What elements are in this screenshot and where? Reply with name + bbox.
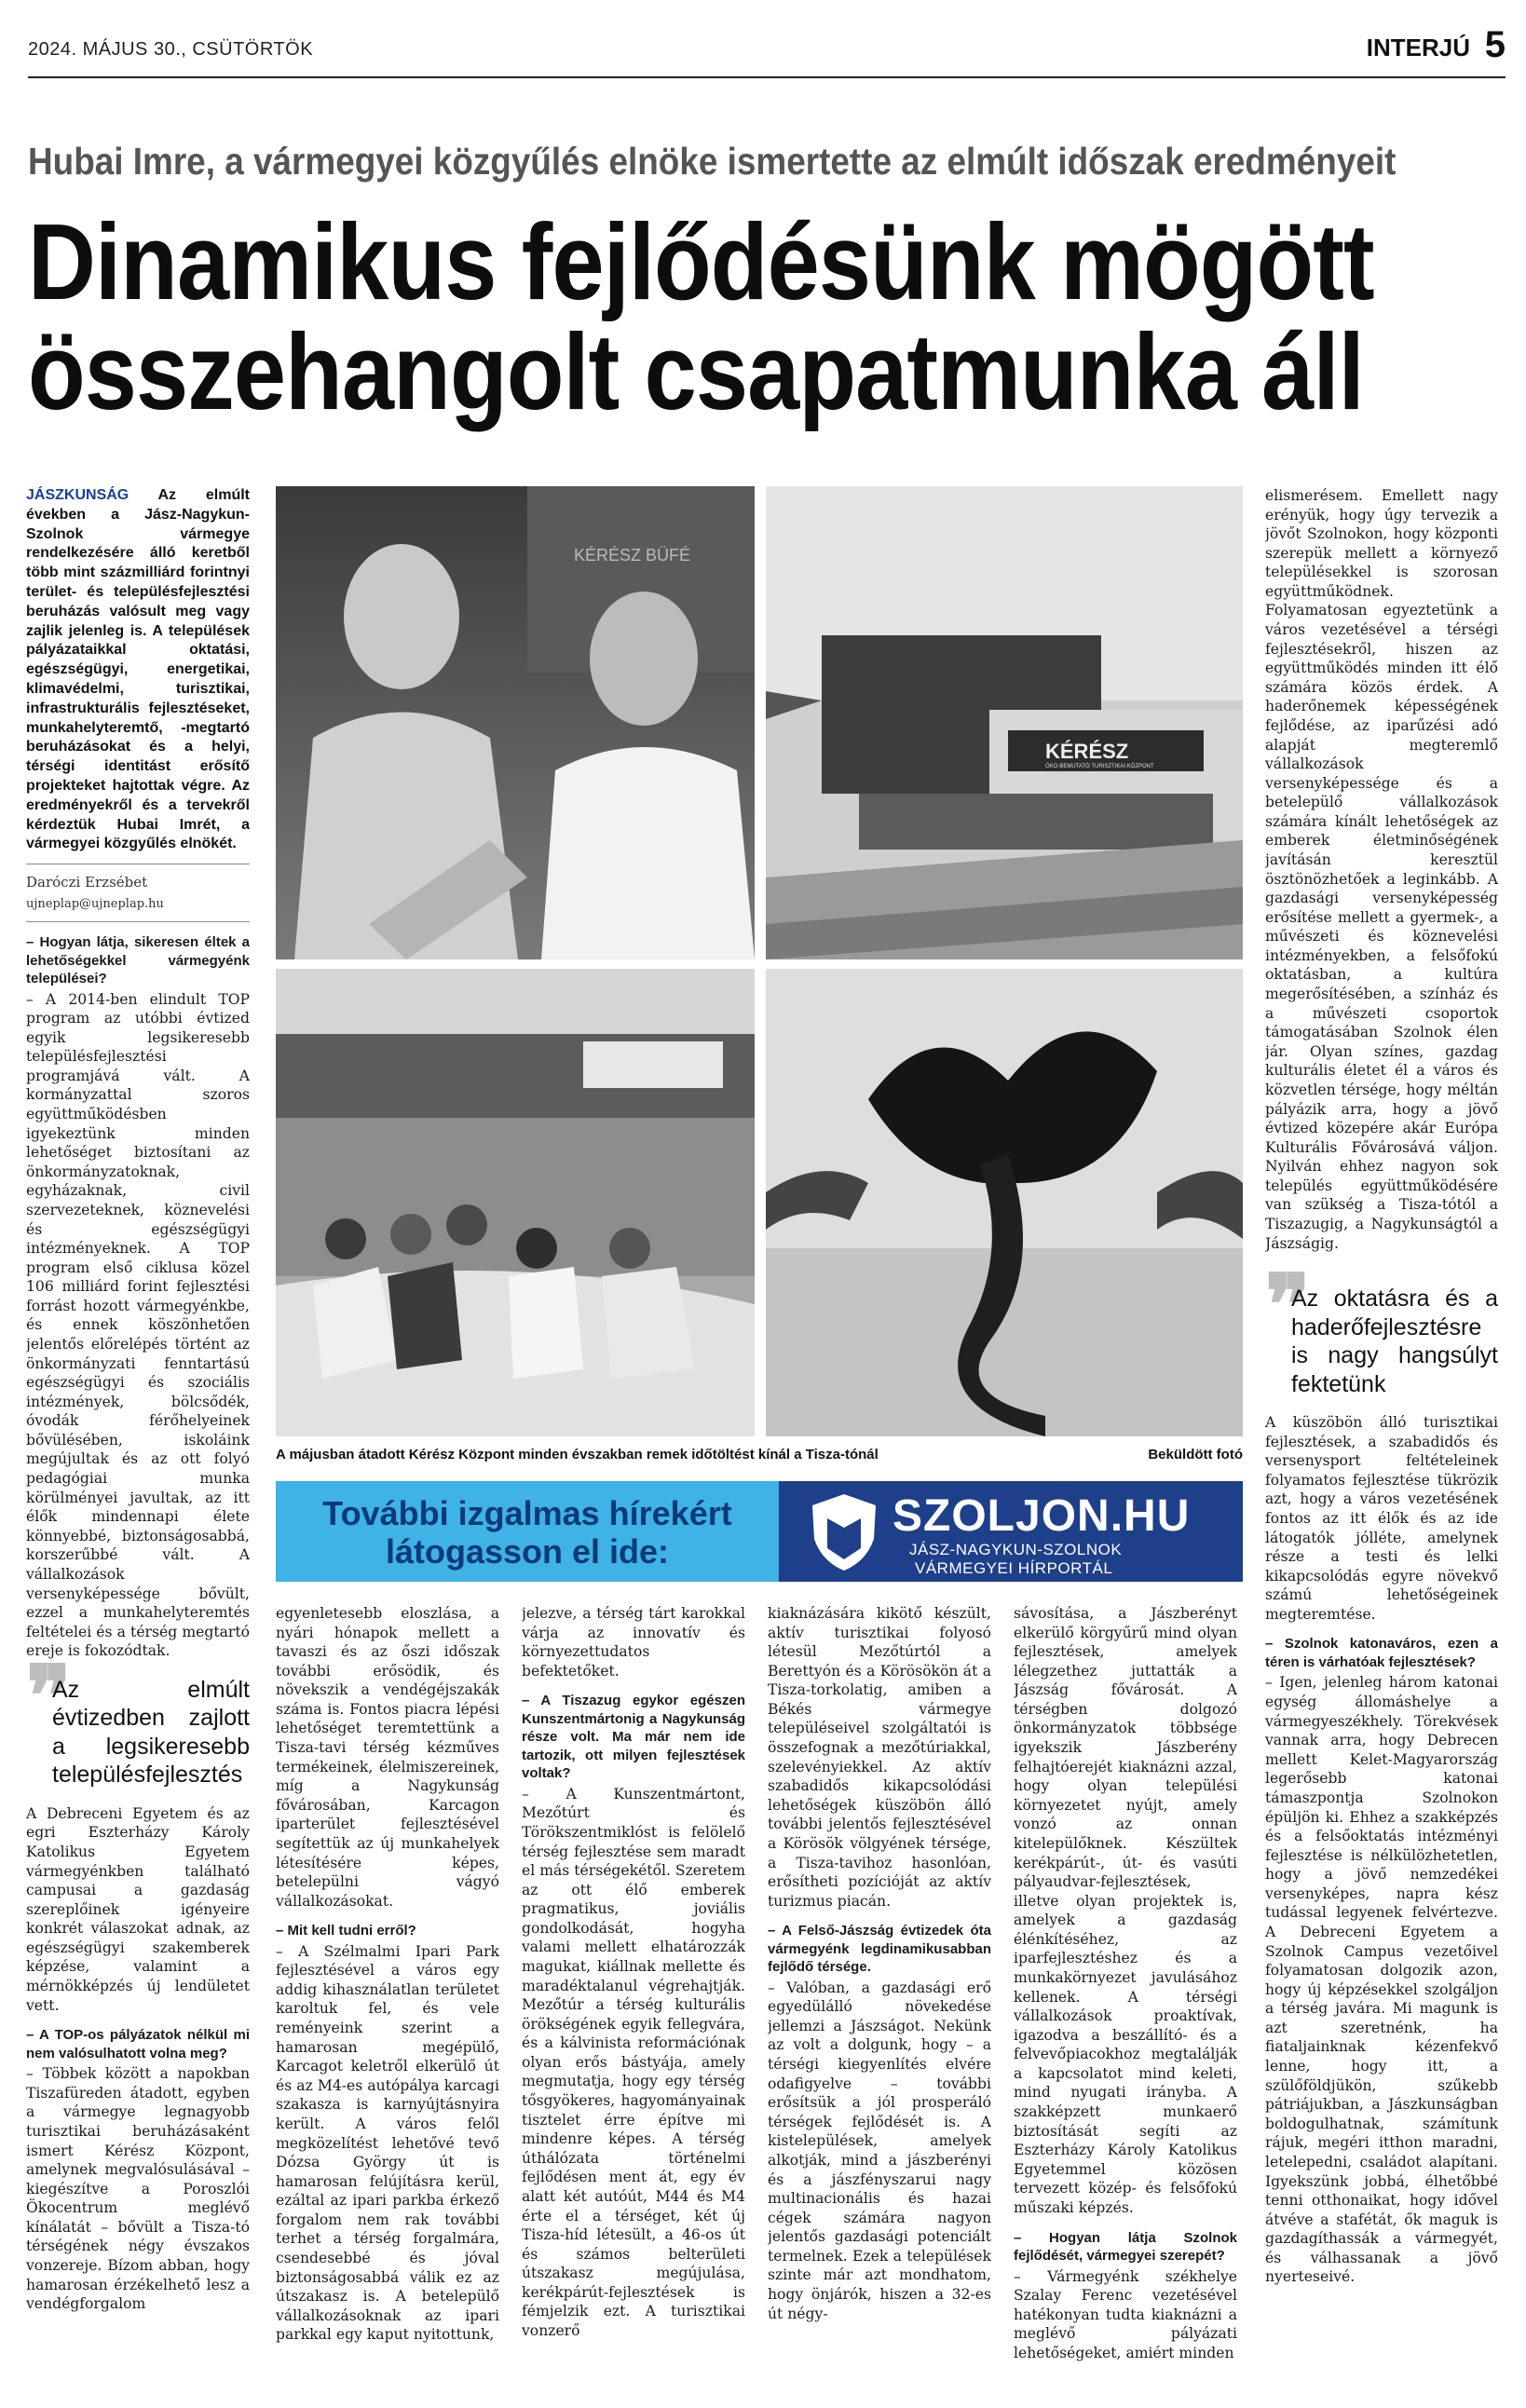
paragraph: A küszöbön álló turisztikai fejlesztések, a szabadidős és versenysport feltételeinek folyamatos fejlesztése tükrözik azt, hogy a város vezetésének fontos az itt élők és az ide látogatók jólléte, amelynek része a testi és lelki kikapcsolódás egyre növekvő számú lehetőségeinek megteremtése. [1265, 1414, 1498, 1623]
banner-brand: SZOLJON.HU [892, 1491, 1191, 1541]
header-rule [28, 76, 1506, 78]
question: – Mit kell tudni erről? [276, 1923, 416, 1939]
photo-officials [276, 486, 755, 959]
photo-kerész-building [766, 486, 1243, 959]
paragraph: sávosítása, a Jászberényt elkerülő körgyűrű mind olyan fejlesztések, amelyek lélegzethez juttatták a Jászság fővárosát. A térségben dolgozó önkormányzatok többsége igyekszik Jászberény felhajtóerejét kiaknázni azzal, hogy olyan települési környezetet nyújt, amely vonzó az onnan kitelepülőknek. Készültek kerékpárút-, út- és vasúti pályaudvar-fejlesztések, illetve olyan projektek is, amelyek a gazdaság élénkítéséhez, az iparfejlesztéshez és a munkakörnyezet javulásához kellenek. A térségi vállalkozások proaktívak, igazodva a beszállító- és a felvevőpiacokhoz megtalálják a kapcsolatot mind keleti, mind nyugati irányba. A szakképzett munkaerő biztosítását segíti az Eszterházy Károly Katolikus Egyetemmel közösen tervezett közép- és felsőfokú műszaki képzés. [1014, 1605, 1237, 2216]
shield-logo-icon [807, 1490, 881, 1574]
paragraph: – A Szélmalmi Ipari Park fejlesztésével a város egy addig kihasználatlan területet karoltuk fel, és vele reményeink szerint a hamarosan megépülő, Karcagot keletről elkerülő út és az M4-es autópálya karcagi szakasza is karnyújtásnyira került. A város felől megközelítést lehetővé tevő Dózsa György út is hamarosan felújításra kerül, ezáltal az ipari parkba érkező forgalom nem rak további terhet a térség forgalmára, csendesebbé és jóval biztonságosabbá válik ez az útszakasz is. A betelepülő vállalkozásoknak az ipari parkkal egy kaput nyitottunk, [276, 1942, 499, 2344]
paragraph: – Többek között a napokban Tiszafüreden átadott, egyben a vármegye legnagyobb turisztikai beruházásaként ismert Kérész Központ, amelynek megvalósulásával – kiegészítve a Poroszlói Ökocentrum meglévő kínálatát – bővült a Tisza-tó térségének négy évszakos vonzereje. Bízom abban, hogy hamarosan érzékelhető lesz a vendégforgalom [26, 2065, 250, 2313]
pull-quote [1265, 1259, 1498, 1398]
pull-quote-text: Az oktatásra és a haderőfejlesztésre is nagy hangsúlyt fektetünk [1291, 1286, 1498, 1397]
banner-call-to-action [276, 1494, 779, 1571]
banner-text-area [276, 1481, 779, 1582]
article-kicker: Hubai Imre, a vármegyei közgyűlés elnöke ismertette az elmúlt időszak eredményeit [28, 140, 1397, 183]
photo-sculpture-graphic [766, 969, 1243, 1436]
column-1 [26, 486, 250, 2396]
sign-building: KÉRÉSZ [1045, 740, 1129, 763]
column-4 [768, 1604, 991, 2396]
author-email: ujneplap@ujneplap.hu [26, 896, 164, 911]
paragraph: – Vármegyénk székhelye Szalay Ferenc vezetésével hatékonyan tudta kiaknázni a meglévő pályázati lehetőségeket, amiért minden [1014, 2267, 1237, 2361]
headline-line-1: Dinamikus fejlődésünk mögött [28, 201, 1374, 322]
question: – Szolnok katonaváros, ezen a téren is várhatóak fejlesztések? [1265, 1636, 1498, 1670]
banner-brand-area [779, 1481, 1243, 1582]
banner-sub-1: JÁSZ-NAGYKUN-SZOLNOK [909, 1541, 1123, 1558]
photo-group-boat [276, 969, 755, 1436]
lead-text: Az elmúlt években a Jász-Nagykun-Szolnok vármegye rendelkezésére álló keretből több mint százmilliárd forintnyi terület- és településfejlesztési beruházás valósult meg vagy zajlik jelenleg is. A települések pályázataikkal oktatási, egészségügyi, energetikai, klimavédelmi, turisztikai, infrastrukturális fejlesztéseket, munkahelyteremtő, -megtartó beruházásokat és a helyi, térségi identitást erősítő projekteket hajtottak végre. Az eredményekről és a tervekről kérdeztük Hubai Imrét, a vármegyei közgyűlés elnökét. [26, 487, 250, 852]
paragraph: egyenletesebb eloszlása, a nyári hónapok mellett a tavaszi és az őszi időszak további erősödik, és növekszik a vendégéjszakák száma is. Fontos piacra lépési lehetőséget teremtettünk a Tisza-tavi térség kézműves termékeinek, élelmiszereinek, míg a Nagykunság fővárosában, Karcagon iparterület fejlesztésével segítettük az új munkahelyek létesítésére képes, betelepülni vágyó vállalkozásokat. [276, 1605, 499, 1910]
photo-sculpture [766, 969, 1243, 1436]
paragraph: – A Kunszentmártont, Mezőtúrt és Törökszentmiklóst is felölelő térség fejlesztése sem maradt el más térségekétől. Szeretem az ott élő emberek pragmatikus, joviális gondolkodását, hogyha valami mellett elhatározzák magukat, kiállnak mellette és maradéktalanul végrehajtják. Mezőtúr a térség kulturális örökségének egyik fellegvára, és a kálvinista reformációnak olyan erős bástyája, amely megmutatja, hogy egy térség tősgyökeres, hagyományainak tisztelet érre építve mi mindenre képes. A térség úthálózata történelmi fejlődésen ment át, egy év alatt két autóút, M44 és M4 érte el a térséget, két új Tisza-híd létesült, a 46-os út és számos belterületi útszakasz megújulása, kerékpárút-fejlesztések is fémjelzik ezt. A turisztikai vonzerő [522, 1785, 745, 2339]
banner-line-1: További izgalmas hírekért [322, 1494, 732, 1532]
question: – A Felső-Jászság évtizedek óta vármegyénk legdinamikusabban fejlődő térsége. [768, 1923, 991, 1976]
headline-line-2: összehangolt csapatmunka áll [28, 311, 1364, 433]
article-headline [28, 201, 1406, 433]
location-tag: JÁSZKUNSÁG [26, 487, 129, 503]
author-name: Daróczi Erzsébet [26, 874, 148, 891]
quote-mark-icon: ❞ [1265, 1259, 1311, 1354]
column-6 [1265, 486, 1498, 2396]
paragraph: jelezve, a térség tárt karokkal várja az innovatív és környezettudatos befektetőket. [522, 1605, 745, 1680]
photo-building-graphic [766, 486, 1243, 959]
paragraph: – Valóban, a gazdasági erő egyedülálló növekedése jellemzi a Jászságot. Nekünk az volt a dolgunk, hogy – a térségi kiegyenlítés elvére odafigyelve – további erősítsük a jól prosperáló térségek fejlődését is. A kistelepülések, amelyek alkotják, mind a jászberényi és a jászfényszarui nagy multinacionális és hazai cégek számára nagyon jelentős gazdasági potenciált termelnek. Ezek a települések szinte már azt mondhatom, hogy önjárók, hiszen a 32-es út négy- [768, 1979, 991, 2322]
pull-quote [26, 1650, 250, 1789]
quote-mark-icon: ❞ [26, 1650, 72, 1744]
question: – Hogyan látja Szolnok fejlődését, vármegyei szerepét? [1014, 2229, 1237, 2264]
column-2 [276, 1604, 499, 2396]
byline-rule-bottom [26, 921, 250, 922]
paragraph: elismerésem. Emellett nagy erényük, hogy úgy tervezik a jövőt Szolnokon, hogy központi szerepük mellett a környező településekkel is szorosan együttműködnek. Folyamatosan egyeztetünk a város vezetésével a térségi fejlesztésekről, hiszen az együttműködés minden itt élő számára közös érdek. A haderőnemek képességének fejlődése, az iparűzési adó alapját megteremlő vállalkozások versenyképessége és a betelepülő vállalkozások számára kínált lehetőségek az emberek életminőségének javításán keresztül ösztönözhetőek a leginkább. A gazdasági versenyképesség erősítése mellett a gyermek-, a művészeti és köznevelési intézményekben, a felsőfokú oktatásban, a kultúra megerősítésében, a színház és a művészeti csoportok támogatásában Szolnok élen jár. Olyan színes, gazdag kulturális életet él a város és közvetlen térsége, hogy méltán pályázik arra, hogy a jövő évtized közepére akár Európa Kulturális Fővárosává váljon. Nyilván ehhez nagyon sok település együttműködésére van szükség a Tisza-tótól a Tiszazugig, a Nagykunságtól a Jászságig. [1265, 487, 1498, 1252]
paragraph: A Debreceni Egyetem és az egri Eszterházy Károly Katolikus Egyetem vármegyénkben található campusai a gazdaság szereplőinek igényeire konkrét válaszokat adnak, az egészségügyi szakemberek képzése, valamint a mérnökképzés új lendületet vett. [26, 1804, 250, 2014]
banner-line-2: látogasson el ide: [385, 1532, 670, 1571]
issue-date: 2024. MÁJUS 30., CSÜTÖRTÖK [28, 39, 314, 60]
photo-officials-graphic [276, 486, 755, 959]
sign-kitchen: KÉRÉSZ BÜFÉ [574, 546, 691, 565]
question: – A TOP-os pályázatok nélkül mi nem valósulhatott volna meg? [26, 2027, 250, 2061]
photo-credit: Beküldött fotó [1148, 1447, 1243, 1462]
column-3 [522, 1604, 745, 2396]
paragraph: – A 2014-ben elindult TOP program az utóbbi évtized egyik legsikeresebb településfejlesztési programjává vált. A kormányzattal szoros együttműködésben igyekeztünk minden lehetőséget biztosítani az önkormányzatoknak, egyházaknak, civil szervezeteknek, köznevelési és egészségügyi intézményeknek. A TOP program első ciklusa közel 106 milliárd forint fejlesztési forrást hozott vármegyénkbe, és ennek köszönhetően jelentős előrelépés történt az önkormányzati fenntartású egészségügyi és szociális intézmények, bölcsődék, óvodák férőhelyeinek bővülésében, iskoláink megújultak és az ott folyó pedagógiai munka körülményei javultak, az itt élők mindennapi élete könnyebbé, biztonságosabbá, korszerűbbé vált. A vállalkozások versenyképessége bővült, ezzel a munkahelyteremtés feltételei és a térség megtartó ereje is fokozódtak. [26, 990, 250, 1660]
paragraph: kiaknázására kikötő készült, aktív turisztikai folyosó létesül Mezőtúrtól a Berettyón és a Körösökön át a Tisza-torkolatig, amiben a Békés vármegye településeivel szolgáltatói is összefognak a mezőtúriakkal, szelevényiekkel. Az aktív szabadidős kikapcsolódási lehetőségek küszöbön álló további jelentős fejlesztésével a Körösök völgyének térsége, a Tisza-tavihoz hasonlóan, erősítheti pozícióját az aktív turizmus piacán. [768, 1605, 991, 1910]
article-lead [26, 486, 250, 854]
photo-boat-graphic [276, 969, 755, 1436]
section-label: INTERJÚ [1366, 34, 1470, 61]
question: – A Tiszazug egykor egészen Kunszentmártonig a Nagykunság része volt. Ma már nem ide tartozik, ott milyen fejlesztések voltak? [522, 1693, 745, 1782]
paragraph: – Igen, jelenleg három katonai egység állomáshelye a vármegyeszékhely. Törekvések vannak arra, hogy Debrecen mellett Kelet-Magyarország legerősebb katonai támaszpontja Szolnokon épüljön ki. Ehhez a szakképzés és a felsőoktatás intézményi fejlesztése is nélkülözhetetlen, hogy a jövő nemzedékei versenyképes, napra kész tudással legyenek felvértezve. A Debreceni Egyetem a Szolnok Campus vezetőivel folyamatosan dolgozik azon, hogy új képzésekkel szolgáljon a térség javára. Mi magunk is azt szeretnénk, ha fiataljainknak kézenfekvő lenne, hogy itt, a szülőföldjükön, szűkebb pátriájukban, a Jászkunságban boldogulhatnak, számítunk rájuk, megéri itthon maradni, letelepedni, családot alapítani. Igyekszünk jobbá, élhetőbbé tenni otthonaikat, hogy idővel átvéve a stafétát, ők maguk is gazdagíthassák a vármegyét, és válhassanak a jövő nyerteseivé. [1265, 1674, 1498, 2286]
column-5 [1014, 1604, 1237, 2396]
sign-building-sub: ÖKO-BEMUTATÓ TURISZTIKAI KÖZPONT [1045, 764, 1154, 769]
page-number: 5 [1484, 24, 1506, 65]
banner-sub-2: VÁRMEGYEI HÍRPORTÁL [915, 1559, 1113, 1577]
szoljon-banner[interactable] [276, 1481, 1243, 1582]
question: – Hogyan látja, sikeresen éltek a lehetőségekkel vármegyénk települései? [26, 934, 250, 987]
photo-caption: A májusban átadott Kérész Központ minden évszakban remek időtöltést kínál a Tisza-tónál [276, 1447, 879, 1462]
pull-quote-text: Az elmúlt évtizedben zajlott a legsikeresebb településfejlesztés [52, 1676, 250, 1789]
